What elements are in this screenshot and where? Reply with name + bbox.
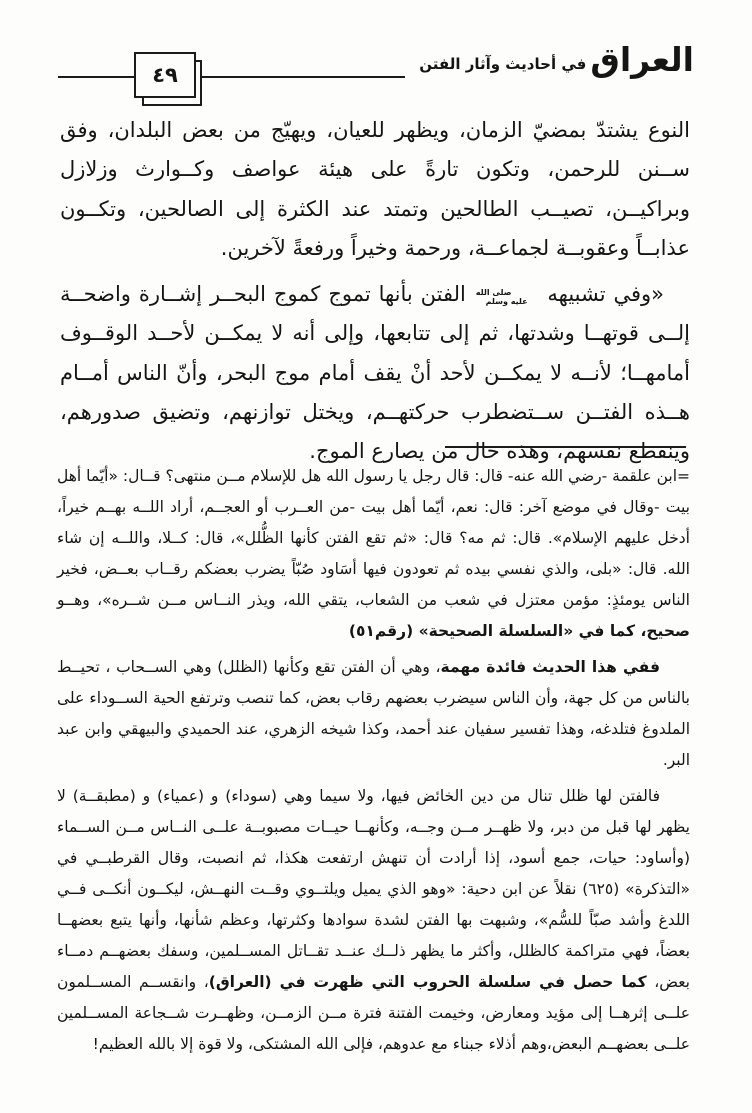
main-text [60,111,690,478]
header-title [405,26,698,78]
footnote-paragraph [57,781,690,1060]
pbuh-honorific: صلى الله عليه وسلم [475,288,528,307]
text-run: ، وانقســم المســلمون علــى إثرهــا إلى مؤيد ومعارض، وخيمت الفتنة فترة مــن الزمــن، وظهــرت شــجاعة المســلمين علــى بعضهــم البعض،وهم أذلاء جبناء مع عدوهم، فإلى الله المشتكى، ولا قوة إلا بالله العظيم! [57,973,690,1053]
bold-text-run: ففي هذا الحديث فائدة مهمة [440,658,660,676]
bold-text-run: صحيح، كما في «السلسلة الصحيحة» (رقم٥١) [348,622,690,640]
bold-text-run: كما حصل في سلسلة الحروب التي ظهرت في (العراق) [208,973,647,991]
page-number: ٤٩ [152,63,178,87]
text-run: فالفتن لها ظلل تنال من دين الخائض فيها، ولا سيما وهي (سوداء) و (عمياء) و (مطبقــة) لا يظهر لها قبل من دبر، ولا ظهــر مــن وجــه، وكأنهــا حيــات مصبوبــة علــى النــاس مــن الســماء (وأساود: حيات، جمع أسود، إذا أرادت أن تنهش ارتفعت هكذا، ثم انصبت، وقال القرطبــي في «التذكرة» (٦٢٥) نقلاً عن ابن دحية: «وهو الذي يميل ويلتــوي وقــت النهــش، ليكــون أنكــى فــي اللدغ وأشد صبّاً للسُّم»، وشبهت بها الفتن لشدة سوادها وكثرتها، وعظم شأنها، وأنها يتبع بعضهــا بعضاً، فهي متراكمة كالظلل، وأكثر ما يظهر ذلــك عنــد تقــاتل المســلمين، وسفك بعضهــم دمــاء بعض، [57,787,691,991]
footnote-separator [445,446,686,448]
footnote-paragraph [57,461,690,647]
footnotes [57,461,690,1065]
text-run: =ابن علقمة -رضي الله عنه- قال: قال رجل يا رسول الله هل للإسلام مــن منتهى؟ قــال: «أيّما أهل بيت -وقال في موضع آخر: قال: نعم، أيّما أهل بيت -من العــرب أو العجــم، أراد اللــه بهــم خيراً، أدخل عليهم الإسلام». قال: ثم مه؟ قال: «ثم تقع الفتن كأنها الظُّلل»، قال: كــلا، واللــه إن شاء الله. قال: «بلى، والذي نفسي بيده ثم تعودون فيها أسَاود صُبّاً يضرب بعضكم رقــاب بعــض، فخير الناس يومئذٍ: مؤمن معتزل في شعب من الشعاب، يتقي الله، ويذر النــاس مــن شــره»، وهــو [57,467,690,609]
body-paragraph [60,275,690,471]
book-title-main: العراق [590,40,694,79]
text-run: النوع يشتدّ بمضيّ الزمان، ويظهر للعيان، ويهيّج من بعض البلدان، وفق ســنن للرحمن، وتكون تارةً على هيئة عواصف وكــوارث وزلازل وبراكيــن، تصيــب الطالحين وتمتد عند الكثرة إلى الصالحين، وتكــون عذابــاً وعقوبــة لجماعــة، ورحمة وخيراً ورفعةً لآخرين. [60,118,690,260]
text-run: ، وهي أن الفتن تقع وكأنها (الظلل) وهي الســحاب ، تحيــط بالناس من كل جهة، وأن الناس سيضرب بعضهم رقاب بعض، كما تنصب وترتفع الحية الســوداء على الملدوغ فتلدغه، وهذا تفسير سفيان عند أحمد، وكذا شيخه الزهري، عند الحميدي والبيهقي وابن عبد البر. [57,658,690,769]
footnote-paragraph [57,652,690,776]
text-run: «وفي تشبيهه [539,282,664,307]
book-title-subtitle: في أحاديث وآثار الفتن [419,55,587,73]
text-run: الفتن بأنها تموج كموج البحــر إشــارة واضحــة إلــى قوتهــا وشدتها، ثم إلى تتابعها، وإلى أنه لا يمكــن لأحــد الوقــوف أمامهــا؛ لأنــه لا يمكــن لأحد أنْ يقف أمام موج البحر، وأنّ الناس أمــام هــذه الفتــن ســتضطرب حركتهــم، ويختل توازنهم، وتضيق صدورهم، وينقطع نفسهم، وهذه حال من يصارع الموج. [60,282,690,464]
body-paragraph [60,111,690,268]
page-number-box [134,52,196,98]
